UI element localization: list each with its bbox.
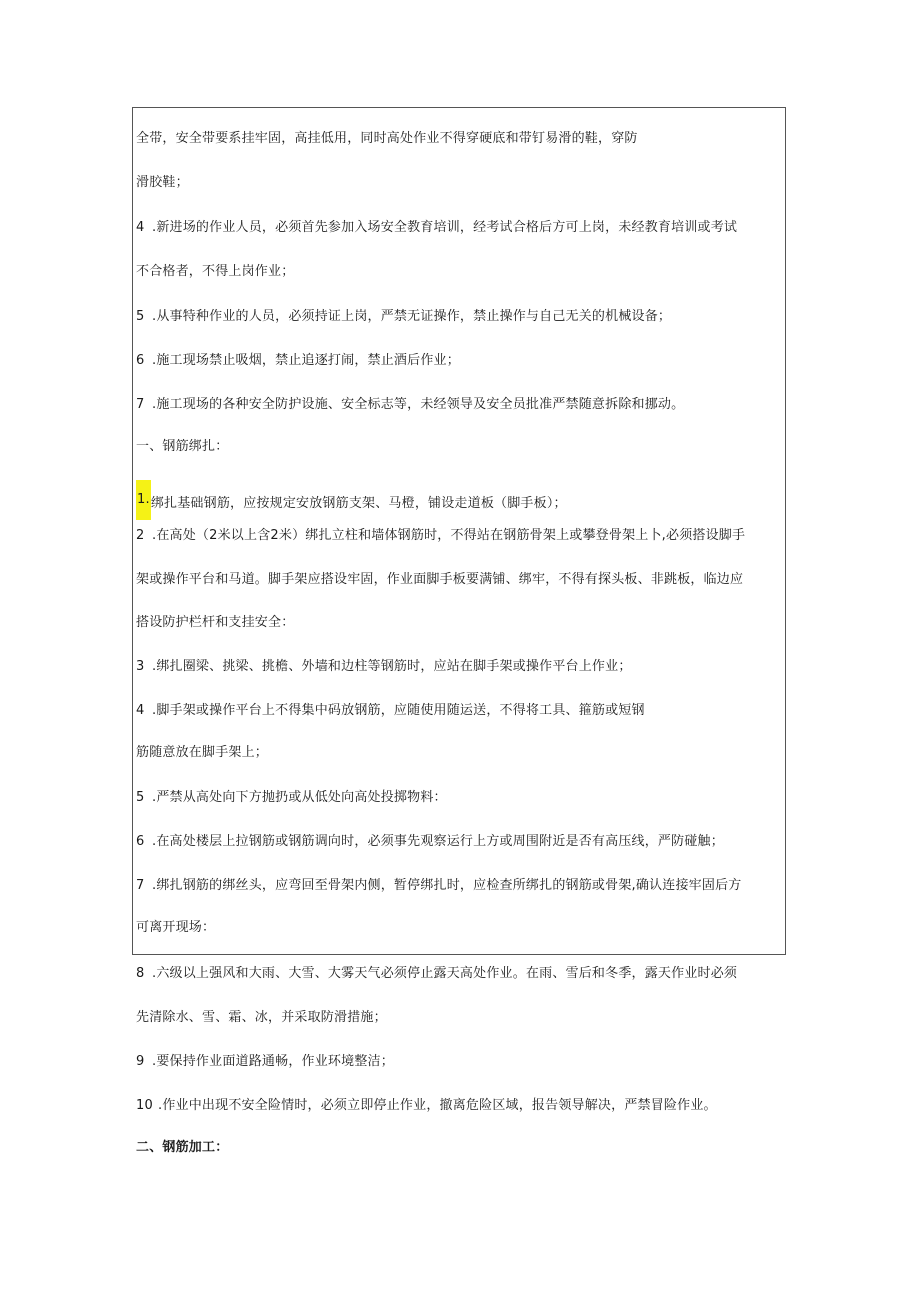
text-line-12: 搭设防护栏杆和支挂安全： <box>136 615 295 630</box>
text-line-19: 可离开现场： <box>136 920 216 935</box>
list-item-7: 7 .施工现场的各种安全防护设施、安全标志等，未经领导及安全员批准严禁随意拆除和挪动。 <box>136 397 685 412</box>
text-line-2: 滑胶鞋； <box>136 175 189 190</box>
list-item-4b: 4 .脚手架或操作平台上不得集中码放钢筋，应随使用随运送，不得将工具、箍筋或短钢 <box>136 703 645 718</box>
highlight-marker: 1. <box>136 480 151 520</box>
list-item-8: 8 .六级以上强风和大雨、大雪、大雾天气必须停止露天高处作业。在雨、雪后和冬季，露天作业时必须 <box>136 966 738 981</box>
list-item-2: 2 .在高处（2米以上含2米）绑扎立柱和墙体钢筋时，不得站在钢筋骨架上或攀登骨架上卜,必须搭设脚手 <box>136 528 746 543</box>
list-item-9: 9 .要保持作业面道路通畅，作业环境整洁； <box>136 1054 394 1069</box>
text-line-4: 不合格者，不得上岗作业； <box>136 264 295 279</box>
text-line-21: 先清除水、雪、霜、冰，并采取防滑措施； <box>136 1010 387 1025</box>
section-heading-rebar-tying: 一、钢筋绑扎： <box>136 439 229 454</box>
list-item-6: 6 .施工现场禁止吸烟，禁止追逐打闹，禁止酒后作业； <box>136 353 460 368</box>
section-heading-rebar-processing: 二、钢筋加工： <box>136 1140 229 1155</box>
list-item-1: 1.绑扎基础钢筋，应按规定安放钢筋支架、马橙，铺设走道板（脚手板）； <box>136 484 567 524</box>
list-item-5b: 5 .严禁从高处向下方抛扔或从低处向高处投掷物料： <box>136 790 447 805</box>
text-line-15: 筋随意放在脚手架上； <box>136 745 269 760</box>
text-line-1: 全带，安全带要系挂牢固，高挂低用，同时高处作业不得穿硬底和带钉易滑的鞋，穿防 <box>136 131 638 146</box>
list-item-6b: 6 .在高处楼层上拉钢筋或钢筋调向时，必须事先观察运行上方或周围附近是否有高压线，严防碰触； <box>136 834 724 849</box>
list-item-5: 5 .从事特种作业的人员，必须持证上岗，严禁无证操作，禁止操作与自己无关的机械设备； <box>136 309 672 324</box>
list-item-7b: 7 .绑扎钢筋的绑丝头，应弯回至骨架内侧，暂停绑扎时，应检查所绑扎的钢筋或骨架,确认连接牢固后方 <box>136 878 742 893</box>
list-item-3: 3 .绑扎圈梁、挑梁、挑檐、外墙和边柱等钢筋时，应站在脚手架或操作平台上作业； <box>136 659 632 674</box>
text-line-11: 架或操作平台和马道。脚手架应搭设牢固，作业面脚手板要满铺、绑牢，不得有探头板、非跳板，临边应 <box>136 572 744 587</box>
list-item-4: 4 .新进场的作业人员，必须首先参加入场安全教育培训，经考试合格后方可上岗，未经教育培训或考试 <box>136 220 738 235</box>
list-item-10: 10 .作业中出现不安全险情时，必须立即停止作业，撤离危险区域，报告领导解决，严禁冒险作业。 <box>136 1098 717 1113</box>
